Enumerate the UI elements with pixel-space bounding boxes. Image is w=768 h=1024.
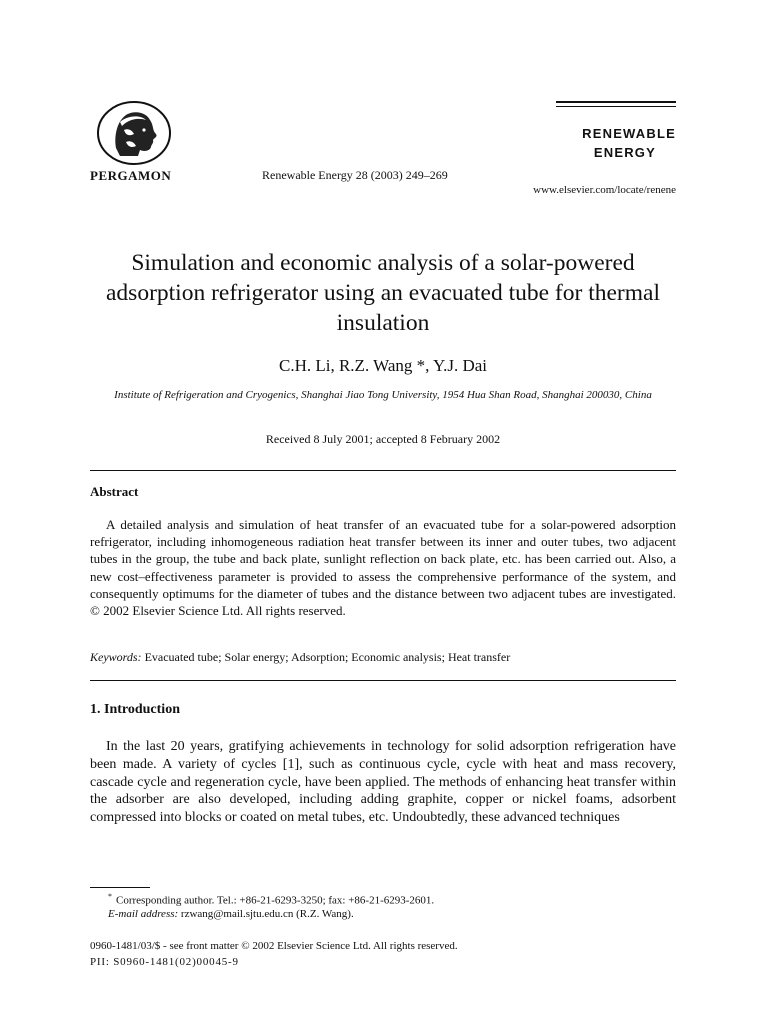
pergamon-athena-logo-icon	[96, 100, 172, 166]
journal-name-line2: ENERGY	[593, 145, 656, 160]
journal-citation: Renewable Energy 28 (2003) 249–269	[262, 168, 448, 182]
footnote-email-label: E-mail address:	[108, 908, 179, 920]
footnote-email	[108, 908, 354, 920]
article-title: Simulation and economic analysis of a solar-powered adsorption refrigerator using an evacuated tube for thermal insulation	[106, 250, 660, 336]
abstract-heading: Abstract	[90, 484, 139, 499]
keywords-text: Evacuated tube; Solar energy; Adsorption; Economic analysis; Heat transfer	[144, 650, 511, 664]
author-affiliation: Institute of Refrigeration and Cryogenics, Shanghai Jiao Tong University, 1954 Hua Shan Road, Shanghai 200030, China	[114, 389, 652, 401]
issn-line: 0960-1481/03/$ - see front matter © 2002 Elsevier Science Ltd. All rights reserved.	[90, 940, 458, 952]
divider-rule	[90, 470, 676, 471]
journal-name	[540, 124, 676, 162]
received-dates: Received 8 July 2001; accepted 8 February 2002	[265, 432, 501, 446]
divider-rule-keywords	[90, 680, 676, 681]
publisher-name: PERGAMON	[90, 168, 172, 183]
keywords-line	[90, 650, 676, 665]
footnote-email-address[interactable]: rzwang@mail.sjtu.edu.cn (R.Z. Wang).	[180, 908, 354, 920]
footnote-marker: *	[108, 892, 112, 901]
pii-line: PII: S0960-1481(02)00045-9	[90, 956, 239, 968]
introduction-body: In the last 20 years, gratifying achievements in technology for solid adsorption refrigeration have been made. A variety of cycles [1], such as continuous cycle, cycle with heat and mass recovery, cascade cycle and regeneration cycle, have been applied. The methods of enhancing heat transfer within the adsorber are also developed, including adding graphite, copper or nickel foams, adsorbent compressed into blocks or coated on metal tubes, etc. Undoubtedly, these advanced techniques	[90, 739, 676, 826]
footnote-corresponding-text: Corresponding author. Tel.: +86-21-6293-3250; fax: +86-21-6293-2601.	[116, 894, 435, 907]
journal-url-link[interactable]: www.elsevier.com/locate/renene	[533, 184, 676, 196]
footnote-corresponding	[108, 892, 434, 907]
journal-rule-top	[556, 101, 676, 103]
article-authors: C.H. Li, R.Z. Wang *, Y.J. Dai	[279, 356, 487, 375]
abstract-body: A detailed analysis and simulation of heat transfer of an evacuated tube for a solar-powered adsorption refrigerator, including inhomogeneous radiation heat transfer between its inner and outer tubes, two adjacent tubes in the group, the tube and back plate, sunlight reflection on back plate, etc. has been carried out. Also, a new cost–effectiveness parameter is provided to assess the comprehensive performance of the system, and consequently optimums for the diameter of tubes and the distance between two adjacent tubes are investigated. © 2002 Elsevier Science Ltd. All rights reserved.	[90, 517, 676, 619]
section-heading-introduction: 1. Introduction	[90, 702, 180, 717]
journal-name-line1: RENEWABLE	[582, 126, 676, 141]
journal-rule-bottom	[556, 106, 676, 107]
footnote-rule	[90, 887, 150, 888]
keywords-label: Keywords:	[90, 650, 142, 664]
